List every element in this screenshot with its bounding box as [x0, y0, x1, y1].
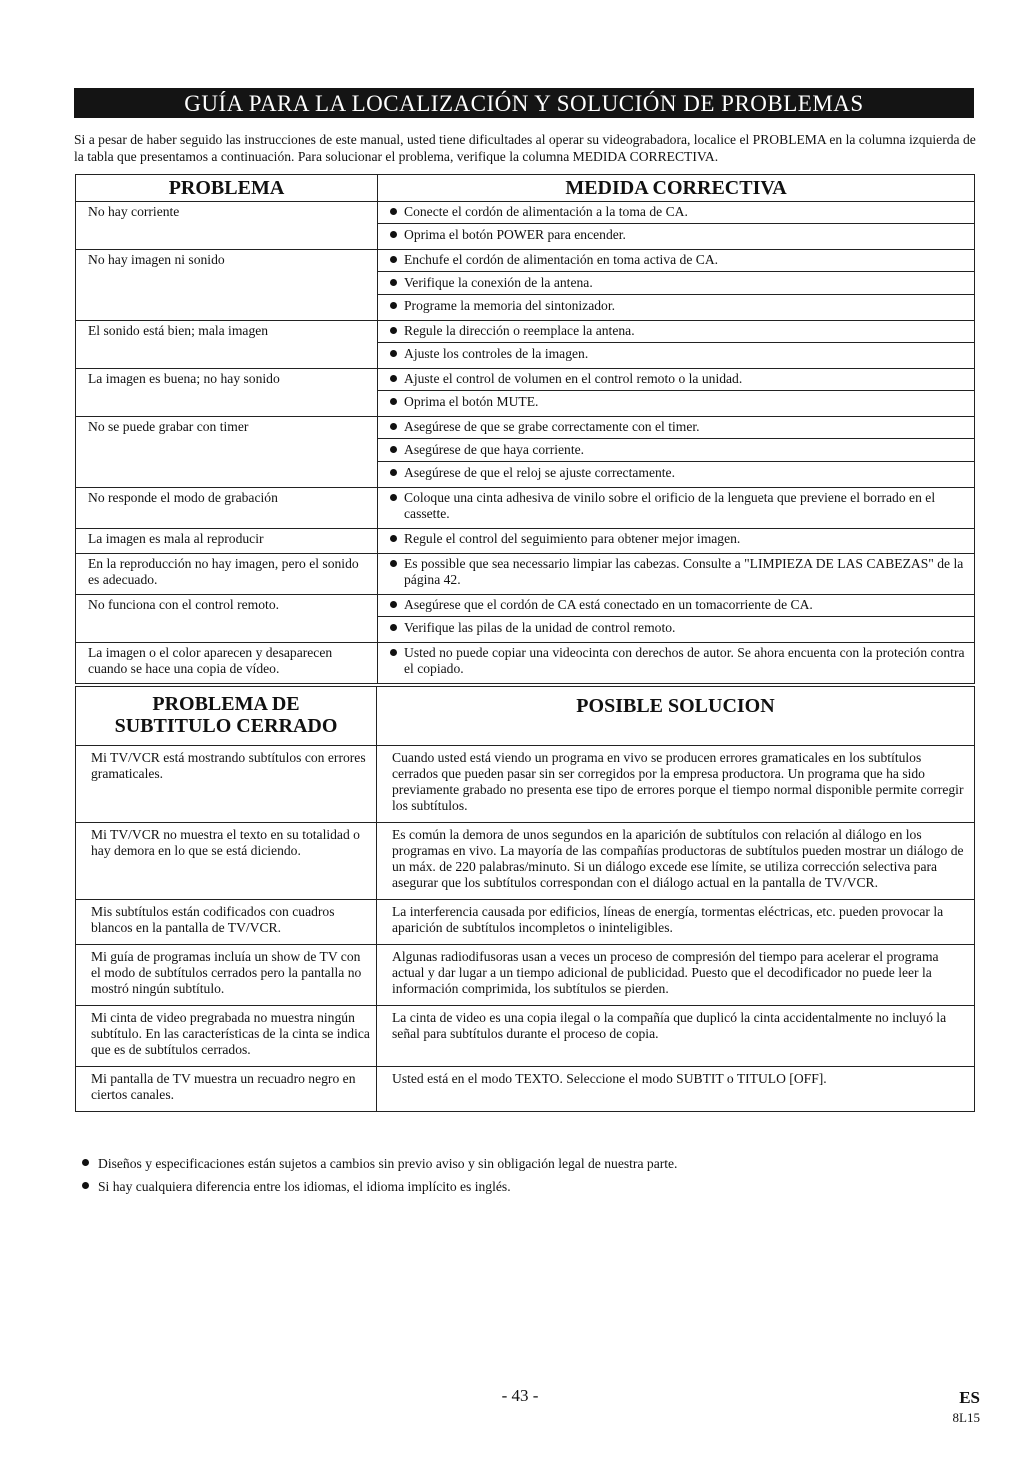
problem-cell: No hay corriente	[76, 202, 378, 250]
solution-cell	[378, 488, 975, 529]
bullet-icon	[390, 256, 397, 263]
bullet-icon	[390, 208, 397, 215]
caption-solution-cell: La interferencia causada por edificios, líneas de energía, tormentas eléctricas, etc. pueden provocar la aparición de subtítulos incompletos o ininteligibles.	[377, 900, 975, 945]
bullet-icon	[390, 624, 397, 631]
header-caption-problem-line1: PROBLEMA DE	[152, 693, 300, 715]
solution-cell	[378, 202, 975, 250]
table-row	[76, 529, 975, 554]
solution-item	[378, 294, 974, 317]
bullet-icon	[390, 535, 397, 542]
header-possible-solution: POSIBLE SOLUCION	[377, 687, 975, 746]
solution-item	[378, 616, 974, 639]
table-row	[76, 595, 975, 643]
bullet-icon	[390, 375, 397, 382]
language-code: ES	[959, 1388, 980, 1407]
solution-item	[378, 271, 974, 294]
footnote-text: Diseños y especificaciones están sujetos a cambios sin previo aviso y sin obligación legal de nuestra parte.	[98, 1156, 678, 1171]
bullet-icon	[390, 649, 397, 656]
bullet-icon	[390, 279, 397, 286]
bullet-icon	[390, 350, 397, 357]
bullet-icon	[390, 494, 397, 501]
caption-problem-cell: Mi TV/VCR no muestra el texto en su totalidad o hay demora en lo que se está diciendo.	[76, 823, 377, 900]
solution-item	[390, 531, 968, 550]
solution-text: Coloque una cinta adhesiva de vinilo sobre el orificio de la lengueta que previene el borrado en el cassette.	[404, 490, 936, 521]
problem-cell: No funciona con el control remoto.	[76, 595, 378, 643]
caption-problem-cell: Mi guía de programas incluía un show de TV con el modo de subtítulos cerrados pero la pantalla no mostró ningún subtítulo.	[76, 945, 377, 1006]
solution-cell	[378, 321, 975, 369]
header-caption-problem-line2: SUBTITULO CERRADO	[114, 715, 338, 737]
caption-solution-cell: Cuando usted está viendo un programa en vivo se producen errores gramaticales en los subtítulos cerrados que pueden pasar sin ser corregidos por la empresa productora. Un programa que ha sido previamente grabado no presenta ese tipo de errores porque el tiempo normal disponible permite corregir los subtítulos.	[377, 746, 975, 823]
solution-item	[378, 342, 974, 365]
caption-problem-cell: Mis subtítulos están codificados con cuadros blancos en la pantalla de TV/VCR.	[76, 900, 377, 945]
header-caption-problem	[76, 687, 377, 746]
solution-text: Verifique la conexión de la antena.	[404, 275, 593, 290]
table-row	[76, 417, 975, 488]
solution-item	[390, 490, 968, 525]
caption-solution-cell: Es común la demora de unos segundos en la aparición de subtítulos con relación al diálogo en los programas en vivo. La mayoría de las compañías productoras de subtítulos pueden mostrar un diálogo de un máx. de 220 palabras/minuto. Si un diálogo excede ese límite, se utiliza corrección selectiva para asegurar que los subtítulos correspondan con el diálogo actual en la pantalla de TV/VCR.	[377, 823, 975, 900]
caption-solution-cell: Usted está en el modo TEXTO. Seleccione el modo SUBTIT o TITULO [OFF].	[377, 1067, 975, 1112]
problem-cell: La imagen es buena; no hay sonido	[76, 369, 378, 417]
table-row	[76, 369, 975, 417]
caption-solution-cell: La cinta de video es una copia ilegal o la compañía que duplicó la cinta accidentalmente no incluyó la señal para subtítulos durante el proceso de copia.	[377, 1006, 975, 1067]
intro-paragraph: Si a pesar de haber seguido las instrucciones de este manual, usted tiene dificultades al operar su videograbadora, localice el PROBLEMA en la columna izquierda de la tabla que presentamos a continuación. Para solucionar el problema, verifique la columna MEDIDA CORRECTIVA.	[74, 132, 976, 164]
table-row	[76, 250, 975, 321]
caption-problem-cell: Mi TV/VCR está mostrando subtítulos con errores gramaticales.	[76, 746, 377, 823]
solution-cell	[378, 529, 975, 554]
bullet-icon	[390, 231, 397, 238]
solution-item	[390, 597, 968, 616]
problem-cell: La imagen es mala al reproducir	[76, 529, 378, 554]
solution-cell	[378, 595, 975, 643]
solution-text: Oprima el botón MUTE.	[404, 394, 539, 409]
solution-cell	[378, 250, 975, 321]
footnote-item	[80, 1152, 960, 1175]
solution-item	[378, 438, 974, 461]
problem-cell: No hay imagen ni sonido	[76, 250, 378, 321]
solution-text: Asegúrese de que el reloj se ajuste correctamente.	[404, 465, 675, 480]
table-row	[76, 643, 975, 684]
solution-text: Conecte el cordón de alimentación a la toma de CA.	[404, 204, 688, 219]
caption-problem-cell: Mi pantalla de TV muestra un recuadro negro en ciertos canales.	[76, 1067, 377, 1112]
footnotes	[80, 1152, 960, 1198]
solution-item	[390, 323, 968, 342]
problem-cell: No responde el modo de grabación	[76, 488, 378, 529]
bullet-icon	[390, 601, 397, 608]
solution-item	[390, 645, 968, 680]
table-row	[76, 1006, 975, 1067]
solution-item	[390, 556, 968, 591]
table-row	[76, 202, 975, 250]
solution-cell	[378, 554, 975, 595]
solution-text: Regule la dirección o reemplace la antena.	[404, 323, 635, 338]
header-solution: MEDIDA CORRECTIVA	[378, 175, 975, 202]
bullet-icon	[390, 327, 397, 334]
table-row	[76, 488, 975, 529]
header-problem: PROBLEMA	[76, 175, 378, 202]
caption-problem-cell: Mi cinta de video pregrabada no muestra ningún subtítulo. En las características de la cinta se indica que es de subtítulos cerrados.	[76, 1006, 377, 1067]
problem-cell: No se puede grabar con timer	[76, 417, 378, 488]
solution-text: Asegúrese de que haya corriente.	[404, 442, 585, 457]
table-row	[76, 1067, 975, 1112]
table-row	[76, 321, 975, 369]
table-row	[76, 945, 975, 1006]
solution-text: Ajuste el control de volumen en el control remoto o la unidad.	[404, 371, 743, 386]
solution-item	[390, 252, 968, 271]
solution-item	[378, 390, 974, 413]
solution-text: Es possible que sea necessario limpiar las cabezas. Consulte a "LIMPIEZA DE LAS CABEZAS" de la página 42.	[404, 556, 964, 587]
table-row	[76, 554, 975, 595]
bullet-icon	[390, 398, 397, 405]
solution-item	[378, 223, 974, 246]
problem-cell: El sonido está bien; mala imagen	[76, 321, 378, 369]
solution-text: Asegúrese de que se grabe correctamente con el timer.	[404, 419, 700, 434]
solution-text: Ajuste los controles de la imagen.	[404, 346, 589, 361]
solution-text: Usted no puede copiar una videocinta con derechos de autor. Se ahora encuenta con la proteción contra el copiado.	[404, 645, 965, 676]
solution-cell	[378, 369, 975, 417]
solution-item	[390, 419, 968, 438]
bullet-icon	[390, 423, 397, 430]
bullet-icon	[390, 446, 397, 453]
troubleshooting-table	[75, 174, 975, 684]
solution-text: Verifique las pilas de la unidad de control remoto.	[404, 620, 676, 635]
solution-text: Oprima el botón POWER para encender.	[404, 227, 626, 242]
caption-table	[75, 686, 975, 1112]
solution-item	[390, 371, 968, 390]
bullet-icon	[390, 469, 397, 476]
bullet-icon	[82, 1159, 89, 1166]
solution-text: Enchufe el cordón de alimentación en toma activa de CA.	[404, 252, 719, 267]
solution-text: Asegúrese que el cordón de CA está conectado en un tomacorriente de CA.	[404, 597, 813, 612]
solution-text: Programe la memoria del sintonizador.	[404, 298, 616, 313]
page-number: - 43 -	[501, 1386, 539, 1405]
bullet-icon	[390, 302, 397, 309]
document-code: 8L15	[952, 1410, 980, 1425]
solution-cell	[378, 417, 975, 488]
solution-text: Regule el control del seguimiento para obtener mejor imagen.	[404, 531, 741, 546]
page-title: GUÍA PARA LA LOCALIZACIÓN Y SOLUCIÓN DE PROBLEMAS	[74, 88, 974, 118]
caption-solution-cell: Algunas radiodifusoras usan a veces un proceso de compresión del tiempo para acelerar el programa actual y dar lugar a un tiempo adicional de publicidad. Puesto que el decodificador no puede leer la información comprimida, los subtítulos se pierden.	[377, 945, 975, 1006]
bullet-icon	[82, 1182, 89, 1189]
table-row	[76, 746, 975, 823]
footnote-item	[80, 1175, 960, 1198]
solution-item	[390, 204, 968, 223]
table-row	[76, 823, 975, 900]
footnote-text: Si hay cualquiera diferencia entre los idiomas, el idioma implícito es inglés.	[98, 1179, 511, 1194]
problem-cell: En la reproducción no hay imagen, pero el sonido es adecuado.	[76, 554, 378, 595]
solution-item	[378, 461, 974, 484]
solution-cell	[378, 643, 975, 684]
bullet-icon	[390, 560, 397, 567]
problem-cell: La imagen o el color aparecen y desaparecen cuando se hace una copia de vídeo.	[76, 643, 378, 684]
table-row	[76, 900, 975, 945]
